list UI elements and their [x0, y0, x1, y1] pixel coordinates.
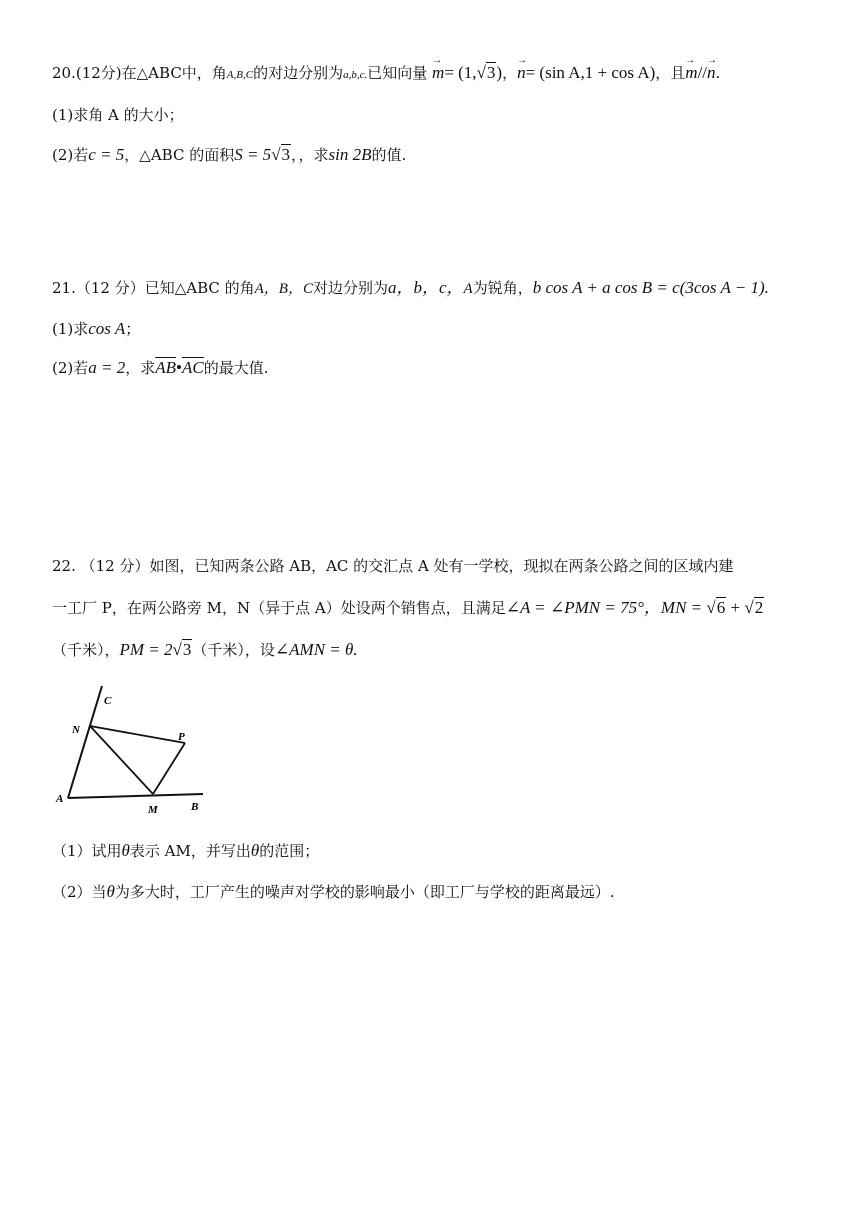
q21-part2	[52, 355, 820, 381]
q20-p2-mid2: ，，求	[291, 146, 329, 164]
q21-stem-mid: 对边分别为	[312, 279, 388, 297]
road-ab	[68, 794, 203, 798]
q21-equation: b cos A + a cos B = c(3cos A − 1).	[532, 278, 769, 297]
q22-angle-eq: ∠A = ∠PMN = 75°，	[505, 598, 661, 617]
q22-p1-theta: θ	[121, 841, 130, 860]
vector-m-sqrt: 3	[486, 63, 496, 82]
vector-ac: $\overline{AC}$	[181, 358, 204, 377]
q22-sqrt2: 2	[754, 598, 764, 617]
q20-line1: 20.(12分)在△ABC中，角A,B,C的对边分别为a,b,c.已知向量 → m= (1,√3)，→ n= (sin A,1 + cos A)，且→ m//→ n.	[52, 60, 820, 88]
dot-product-symbol: •	[176, 358, 182, 377]
parallel-symbol: //	[697, 63, 708, 82]
q22-unit1: （千米），	[52, 641, 120, 659]
vector-m-open: = (1,	[444, 63, 477, 82]
q22-line2-text: 一工厂 P，在两公路旁 M，N（异于点 A）处设两个销售点，且满足	[52, 599, 506, 617]
q22-p1-theta2: θ	[250, 841, 260, 860]
q21-p2-mid: ，求	[125, 359, 156, 377]
q20-comma: ，	[502, 64, 518, 82]
q21-p1-expr: cos A	[88, 319, 126, 338]
q20-stem-mid: 的对边分别为	[253, 64, 344, 82]
vector-n: → n	[517, 60, 526, 86]
q22-pm: PM = 2	[119, 640, 173, 659]
q20-p2-pre: (2)若	[52, 146, 89, 164]
q22-part2	[52, 879, 820, 905]
vector-n-2: → n	[707, 60, 716, 86]
q22-unit2: （千米），设	[192, 641, 275, 659]
q20-s-sqrt: 3	[281, 145, 291, 164]
q20-end: .	[715, 64, 721, 82]
q20-p2-end: 的值.	[371, 146, 407, 164]
q21-sides: a，b，c，	[388, 278, 464, 297]
q20-and: ，且	[655, 64, 686, 82]
label-c: C	[104, 695, 112, 707]
q22-theta-def: ∠AMN = θ.	[274, 640, 358, 659]
q21-p2-pre: (2)若	[52, 359, 89, 377]
vector-m-2: → m	[685, 60, 697, 86]
q20-part1: (1)求角 A 的大小；	[52, 106, 184, 124]
q21-p1-pre: (1)求	[52, 320, 89, 338]
q21-acute: 为锐角，	[472, 279, 533, 297]
q20-sides: a,b,c.	[343, 69, 368, 81]
q22-p2-end: 为多大时，工厂产生的噪声对学校的影响最小（即工厂与学校的距离最远）.	[114, 883, 615, 901]
q22-p2-pre: （2）当	[52, 883, 107, 901]
q22-p2-theta: θ	[106, 882, 115, 901]
q20-c-eq: c = 5	[88, 145, 125, 164]
q21-angle-a: A	[463, 281, 473, 297]
q20-known: 已知向量	[367, 64, 428, 82]
q21-line1	[52, 275, 820, 302]
q22-line1: 22. （12 分）如图，已知两条公路 AB，AC 的交汇点 A 处有一学校，现拟在两条公路之间的区域内建	[52, 557, 734, 575]
q20-target: sin 2B	[328, 145, 372, 164]
q22-sqrt3: 3	[182, 640, 192, 659]
q21-part1	[52, 316, 820, 342]
q22-part1	[52, 838, 820, 864]
vector-n-value: = (sin A,1 + cos A)	[525, 63, 656, 82]
q21-p2-end: 的最大值.	[203, 359, 269, 377]
label-b: B	[191, 801, 199, 813]
q22-sqrt6: 6	[716, 598, 726, 617]
q20-p2-mid: ，△ABC 的面积	[124, 146, 235, 164]
q21-stem-text: 21.（12 分）已知△ABC 的角	[52, 279, 255, 297]
q22-p1-end: 的范围；	[259, 842, 320, 860]
q22-line2: 一工厂 P，在两公路旁 M，N（异于点 A）处设两个销售点，且满足∠A = ∠PMN = 75°，MN = √6 + √2	[52, 598, 764, 617]
label-p: P	[178, 731, 185, 743]
geometry-figure	[48, 680, 218, 820]
label-m: M	[148, 804, 158, 816]
segment-pm	[153, 743, 185, 794]
q21-p1-end: ；	[125, 320, 141, 338]
vector-ab: $\overline{AB}$	[155, 358, 177, 377]
vector-m: → m	[432, 60, 444, 86]
q20-angles: A,B,C	[226, 69, 254, 81]
q21-angles: A，B，C	[254, 281, 313, 297]
label-a: A	[56, 793, 64, 805]
q20-s-eq: S = 5	[234, 145, 272, 164]
q20-stem-text: 20.(12分)在△ABC中，角	[52, 64, 227, 82]
q22-p1-mid: 表示 AM，并写出	[129, 842, 251, 860]
q22-plus: +	[726, 598, 745, 617]
q20-part2: (2)若c = 5，△ABC 的面积S = 5√3，，求sin 2B的值.	[52, 145, 407, 164]
q21-p2-cond: a = 2	[88, 358, 126, 377]
q22-mn: MN =	[660, 598, 707, 617]
label-n: N	[72, 724, 80, 736]
q22-line3: （千米），PM = 2√3（千米），设∠AMN = θ.	[52, 640, 358, 659]
vector-m-close: )	[496, 63, 503, 82]
q22-p1-pre: （1）试用	[52, 842, 122, 860]
road-ac	[68, 686, 102, 798]
